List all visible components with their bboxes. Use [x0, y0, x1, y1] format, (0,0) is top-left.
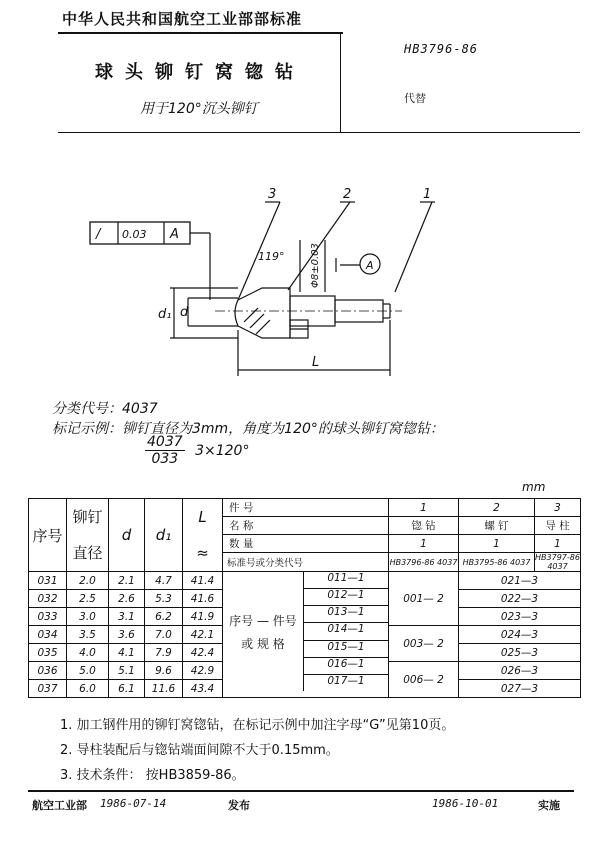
label-name: 名 称	[223, 517, 389, 535]
row-L: 43.4	[183, 680, 223, 698]
fraction-rest: 3×120°	[195, 442, 250, 459]
label-qty: 数 量	[223, 535, 389, 553]
document-subtitle: 用于120°沉头铆钉	[140, 101, 258, 117]
head-d1: d₁	[145, 499, 183, 572]
p2-item: 003— 2	[389, 626, 459, 662]
p1-item: 015—1	[304, 641, 388, 658]
datum-letter: A	[366, 259, 374, 272]
unit-label: mm	[522, 480, 546, 494]
p2-item: 006— 2	[389, 662, 459, 698]
row-L: 41.6	[183, 590, 223, 608]
p3-item: 023—3	[459, 608, 581, 626]
document-title: 球头铆钉窝锪钻	[95, 62, 305, 83]
row-seq: 035	[29, 644, 67, 662]
part3-std: HB3797-86 4037	[535, 553, 580, 571]
part-spec-label	[223, 572, 304, 691]
marking-example: 标记示例：铆钉直径为3mm，角度为120°的球头铆钉窝锪钻：	[52, 421, 444, 437]
header-bottom-rule	[58, 132, 580, 133]
head-L: L	[183, 499, 223, 535]
part3-name: 导 柱	[535, 517, 581, 535]
row-d1: 7.0	[145, 626, 183, 644]
footer-effect-word: 实施	[538, 799, 560, 812]
tolerance-datum: A	[170, 227, 179, 242]
row-d1: 6.2	[145, 608, 183, 626]
row-dia: 2.0	[67, 572, 109, 590]
header-divider	[340, 32, 341, 132]
callout-1: 1	[423, 187, 432, 202]
p1-item: 014—1	[304, 623, 388, 640]
p1-item: 011—1	[304, 572, 388, 589]
part-spec-block	[223, 572, 389, 698]
p1-item: 012—1	[304, 589, 388, 606]
marking-fraction	[145, 434, 249, 467]
p1-item: 017—1	[327, 674, 365, 687]
row-d: 2.6	[109, 590, 145, 608]
callout-2: 2	[343, 187, 352, 202]
p1-item: 016—1	[304, 658, 388, 675]
row-dia: 2.5	[67, 590, 109, 608]
part1-no: 1	[389, 499, 459, 517]
head-seq: 序号	[29, 499, 67, 572]
label-part-no: 件 号	[223, 499, 389, 517]
standard-number: HB3796-86	[404, 42, 479, 56]
head-d: d	[109, 499, 145, 572]
footer-rule	[28, 790, 574, 792]
dim-d: d	[180, 305, 189, 320]
part3-no: 3	[535, 499, 581, 517]
row-seq: 033	[29, 608, 67, 626]
row-d1: 11.6	[145, 680, 183, 698]
fraction-top: 4037	[147, 434, 183, 450]
row-dia: 6.0	[67, 680, 109, 698]
row-seq: 036	[29, 662, 67, 680]
row-d: 2.1	[109, 572, 145, 590]
row-d1: 4.7	[145, 572, 183, 590]
row-d: 5.1	[109, 662, 145, 680]
p3-item: 024—3	[459, 626, 581, 644]
tolerance-symbol: /	[96, 227, 101, 242]
class-code-line	[52, 398, 158, 418]
p2-item: 001— 2	[389, 572, 459, 626]
row-L: 42.1	[183, 626, 223, 644]
label-std: 标准号或分类代号	[223, 553, 389, 572]
part2-no: 2	[459, 499, 535, 517]
row-L: 42.9	[183, 662, 223, 680]
row-L: 41.9	[183, 608, 223, 626]
callout-3: 3	[268, 187, 277, 202]
p1-item: 013—1	[304, 606, 388, 623]
footer-issuer: 航空工业部	[32, 799, 87, 812]
note-3: 3. 技术条件： 按HB3859-86。	[60, 768, 245, 783]
row-d: 4.1	[109, 644, 145, 662]
part2-name: 螺 钉	[459, 517, 535, 535]
row-L: 42.4	[183, 644, 223, 662]
row-d: 3.1	[109, 608, 145, 626]
row-seq: 034	[29, 626, 67, 644]
part2-qty: 1	[459, 535, 535, 553]
part-spec-label-2: 或 规 格	[241, 636, 285, 651]
row-dia: 3.5	[67, 626, 109, 644]
row-dia: 3.0	[67, 608, 109, 626]
part1-std: HB3796-86 4037	[389, 553, 459, 572]
dim-phi: Φ8±0.03	[310, 243, 321, 288]
class-code-label: 分类代号：	[52, 401, 122, 417]
part-spec-label-1: 序号 — 件号	[229, 613, 297, 628]
row-d: 6.1	[109, 680, 145, 698]
dim-L: L	[312, 355, 320, 370]
row-seq: 032	[29, 590, 67, 608]
p3-item: 027—3	[459, 680, 581, 698]
part1-qty: 1	[389, 535, 459, 553]
table-row	[29, 572, 581, 590]
p3-item: 021—3	[459, 572, 581, 590]
part3-qty: 1	[535, 535, 581, 553]
row-seq: 037	[29, 680, 67, 698]
note-1: 1. 加工钢件用的铆钉窝锪钻，在标记示例中加注字母“G”见第10页。	[60, 718, 455, 733]
head-rivet-2: 直径	[67, 535, 109, 572]
replaces-label: 代替	[404, 92, 426, 105]
row-dia: 5.0	[67, 662, 109, 680]
footer-issue-date: 1986-07-14	[100, 797, 167, 810]
row-L: 41.4	[183, 572, 223, 590]
part1-name: 锪 钻	[389, 517, 459, 535]
fraction-bottom: 033	[151, 451, 179, 467]
footer-effect-date: 1986-10-01	[432, 797, 499, 810]
row-d: 3.6	[109, 626, 145, 644]
p3-item: 025—3	[459, 644, 581, 662]
assembly-drawing	[96, 180, 432, 380]
row-seq: 031	[29, 572, 67, 590]
row-dia: 4.0	[67, 644, 109, 662]
head-L-approx: ≈	[183, 535, 223, 572]
tolerance-value: 0.03	[122, 228, 147, 241]
issuing-authority: 中华人民共和国航空工业部部标准	[62, 10, 303, 28]
part1-list	[304, 572, 388, 691]
p3-item: 022—3	[459, 590, 581, 608]
head-rivet-1: 铆钉	[67, 499, 109, 535]
row-d1: 9.6	[145, 662, 183, 680]
note-2: 2. 导柱装配后与锪钻端面间隙不大于0.15mm。	[60, 743, 339, 758]
header-rule	[58, 32, 343, 34]
p3-item: 026—3	[459, 662, 581, 680]
part2-std: HB3795-86 4037	[459, 553, 535, 572]
footer-issue-word: 发布	[228, 799, 250, 812]
class-code: 4037	[122, 401, 158, 417]
dimension-table	[28, 498, 581, 698]
row-d1: 7.9	[145, 644, 183, 662]
dim-d1: d₁	[158, 307, 172, 322]
angle-label: 119°	[258, 250, 285, 263]
row-d1: 5.3	[145, 590, 183, 608]
